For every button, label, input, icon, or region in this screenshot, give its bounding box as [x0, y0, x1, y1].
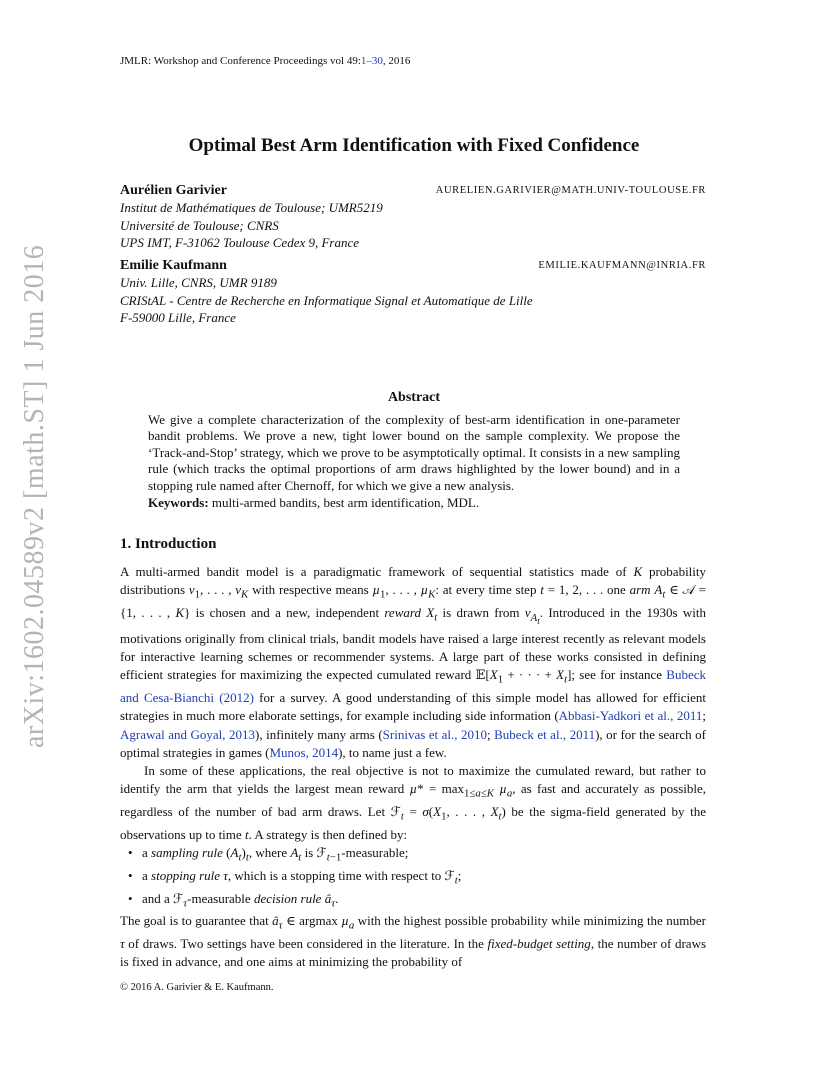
citation-link[interactable]: Agrawal and Goyal, 2013: [120, 726, 256, 742]
affiliation-line: Institut de Mathématiques de Toulouse; UMR5219: [120, 200, 383, 215]
citation-link[interactable]: Munos, 2014: [269, 744, 339, 760]
introduction-body: [120, 563, 706, 972]
arxiv-identifier: arXiv:1602.04589v2 [math.ST] 1 Jun 2016: [19, 244, 50, 748]
paragraph: The goal is to guarantee that $â_\tau$ ∈ argmax µ$_a$ with the highest possible probability while minimizing the number τ of draws. Two settings have been considered in the literature. In the fixed-budget setting, the number of draws is fixed in advance, and one aims at minimizing the probability of: [120, 913, 707, 970]
citation-link[interactable]: Srinivas et al., 2010: [382, 726, 488, 742]
paragraph: In some of these applications, the real objective is not to maximize the cumulated reward, but rather to identify the arm that yields the largest mean reward $\mu* = \max_{1\le a\le K} \mu_a$, as fast and accurately as possible, regardless of the number of bad arm draws. Let ℱ$_t$ = $\sigma(X_1$, . . . , $X_t$) be the sigma-field generated by the observations up to time t. A strategy is then defined by:: [120, 762, 707, 842]
citation-link[interactable]: Bubeck and Cesa-Bianchi (2012): [120, 667, 706, 706]
strategy-list: [120, 844, 706, 912]
author-block-1: [120, 183, 706, 252]
citation-link[interactable]: Abbasi-Yadkori et al., 2011: [558, 708, 703, 724]
affiliation-line: UPS IMT, F-31062 Toulouse Cedex 9, France: [120, 235, 360, 250]
affiliation-line: Univ. Lille, CNRS, UMR 9189: [120, 275, 277, 290]
affiliation-line: CRIStAL - Centre de Recherche en Informatique Signal et Automatique de Lille: [120, 292, 533, 308]
arxiv-stamp: [18, 244, 52, 748]
affiliation-line: F-59000 Lille, France: [120, 310, 236, 325]
author-block-2: [120, 258, 706, 327]
copyright-footer: © 2016 A. Garivier & E. Kaufmann.: [120, 982, 274, 993]
paper-title: Optimal Best Arm Identification with Fixed Confidence: [188, 135, 640, 156]
list-item: • a sampling rule $(A_t)_t$, where $A_t$ is ℱ$_{t-1}$-measurable;: [142, 844, 706, 867]
keywords-line: Keywords: multi-armed bandits, best arm identification, MDL.: [148, 495, 480, 510]
author-email: AURELIEN.GARIVIER@MATH.UNIV-TOULOUSE.FR: [435, 185, 706, 196]
affiliation-line: Université de Toulouse; CNRS: [120, 217, 279, 233]
running-header: JMLR: Workshop and Conference Proceedings vol 49:1–30, 2016: [120, 55, 411, 67]
page-range-link[interactable]: 1–30: [360, 55, 383, 67]
list-item: • a stopping rule τ, which is a stopping time with respect to ℱ$_t$;: [142, 867, 706, 890]
author-name: Emilie Kaufmann: [120, 258, 227, 273]
abstract-text: We give a complete characterization of the complexity of best-arm identification in one-parameter bandit problems. We prove a new, tight lower bound on the sample complexity. We propose the ‘Track-and-Stop’ strategy, which we prove to be asymptotically optimal. It consists in a new sampling rule (which tracks the optimal proportions of arm draws highlighted by the lower bound) and in a stopping rule named after Chernoff, for which we give a new analysis.: [148, 412, 680, 493]
paragraph: A multi-armed bandit model is a paradigmatic framework of sequential statistics made of K probability distributions $\nu_1$, . . . , $\nu_K$ with respective means µ$_1$, . . . , µ$_K$: at every time step t = 1, 2, . . . one arm $A_t$ ∈ 𝒜 = {1, . . . , K} is chosen and a new, independent reward $X_t$ is drawn from $\nu_{A_t}$. Introduced in the 1930s with motivations originally from clinical trials, bandit models have raised a large interest recently as relevant models for interactive learning schemes or recommender systems. A large part of these works consisted in defining efficient strategies for maximizing the expected cumulated reward $𝔼[X_1$ + · · · + $X_t$]; see for instance Bubeck and Cesa-Bianchi (2012) for a survey. A good understanding of this simple model has allowed for efficient strategies in much more elaborate settings, for example including side information (Abbasi-Yadkori et al., 2011; Agrawal and Goyal, 2013), infinitely many arms (Srinivas et al., 2010; Bubeck et al., 2011), or for the search of optimal strategies in games (Munos, 2014), to name just a few.: [120, 564, 707, 760]
citation-link[interactable]: Bubeck et al., 2011: [494, 726, 596, 742]
abstract-heading: Abstract: [387, 390, 441, 405]
section-heading: 1. Introduction: [120, 536, 217, 552]
author-name: Aurélien Garivier: [120, 183, 227, 198]
author-email: EMILIE.KAUFMANN@INRIA.FR: [538, 260, 706, 271]
list-item: • and a ℱ$_\tau$-measurable decision rule $â_\tau$.: [142, 890, 706, 913]
